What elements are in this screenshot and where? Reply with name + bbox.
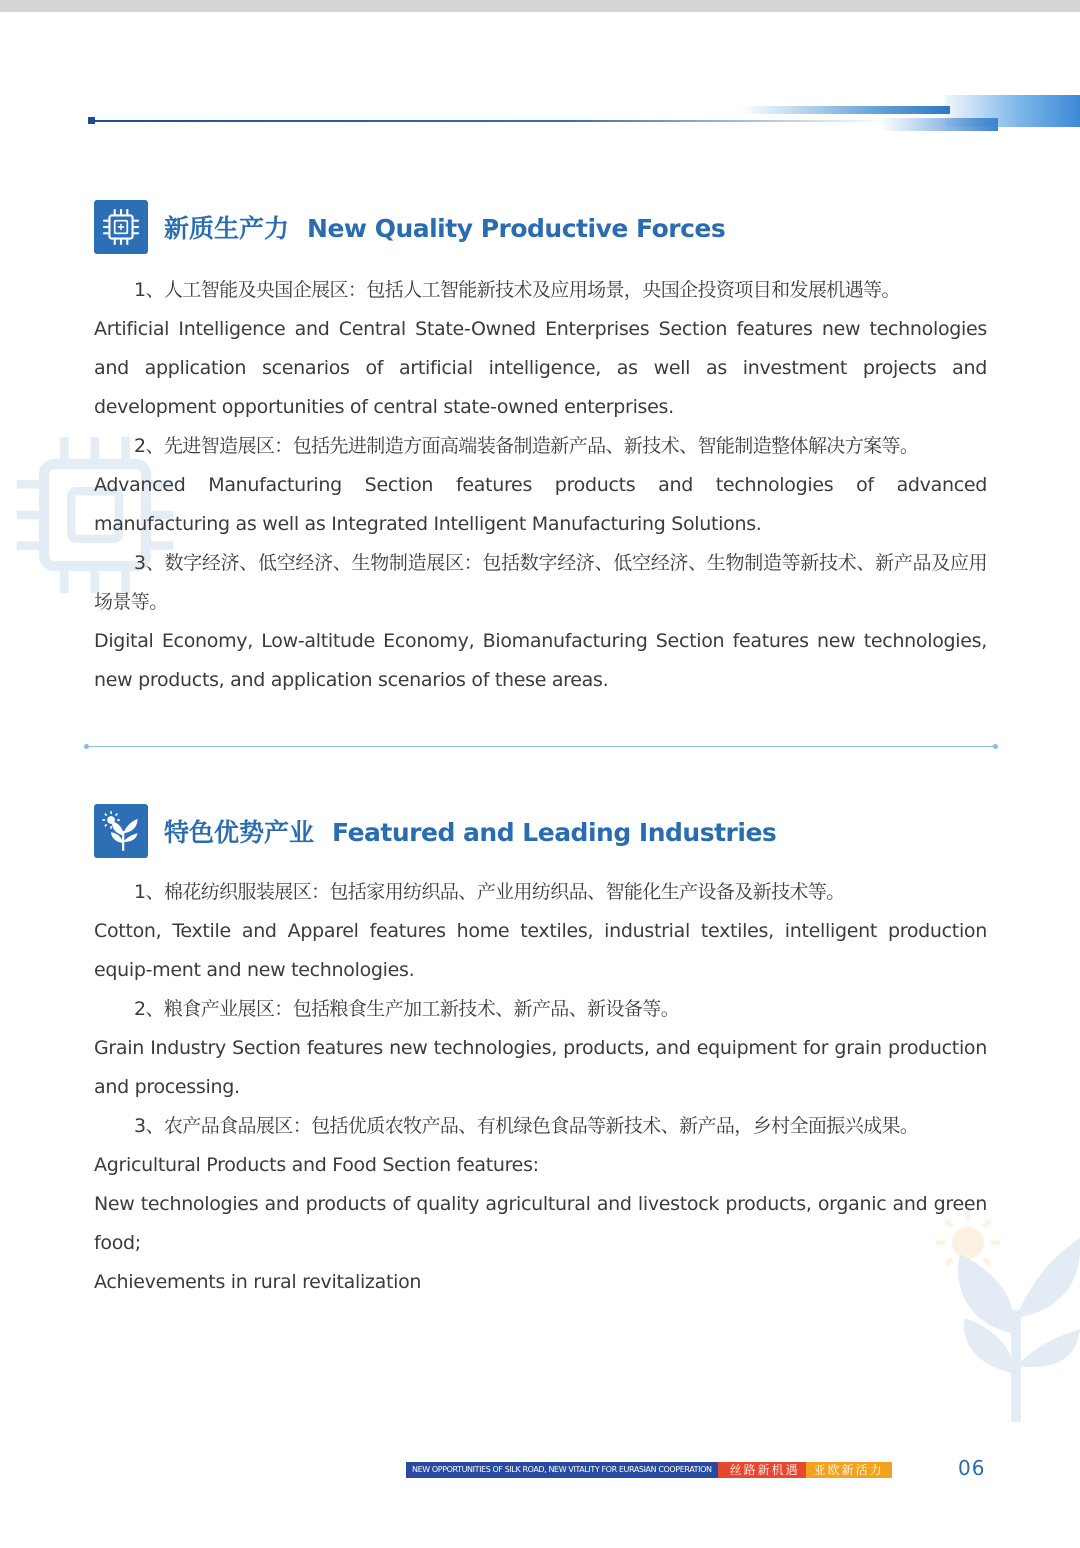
section1-title-en: New Quality Productive Forces	[307, 214, 726, 243]
section1-item2-en: Advanced Manufacturing Section features products and technologies of advanced manufacturing as well as Integrated Intelligent Manufacturing Solutions.	[94, 474, 987, 535]
header-decor-stripe	[740, 106, 950, 114]
section1-body	[94, 271, 987, 700]
section2-title	[164, 813, 776, 849]
footer-slogan-zh-a: 丝路新机遇	[729, 1463, 800, 1477]
section1-header	[94, 200, 725, 254]
section2-item3-en-intro: Agricultural Products and Food Section features:	[94, 1154, 539, 1176]
plant-sun-icon	[94, 804, 148, 858]
section2-item3-en-achievements: Achievements in rural revitalization	[94, 1271, 422, 1293]
section1-title	[164, 209, 725, 245]
section2-header	[94, 804, 776, 858]
footer-slogan-en: NEW OPPORTUNITIES OF SILK ROAD, NEW VITALITY FOR EURASIAN COOPERATION	[406, 1462, 718, 1478]
divider-dot-left	[84, 744, 89, 749]
header-decor-stripe-lower	[880, 118, 998, 131]
top-gray-bar	[0, 0, 1080, 12]
divider-dot-right	[993, 744, 998, 749]
section1-item3-en: Digital Economy, Low-altitude Economy, Biomanufacturing Section features new technologies, new products, and application scenarios of these areas.	[94, 630, 987, 691]
header-rule	[90, 120, 890, 122]
section2-body	[94, 873, 987, 1302]
section2-item2-en: Grain Industry Section features new technologies, products, and equipment for grain production and processing.	[94, 1037, 987, 1098]
section1-item2-zh: 2、先进智造展区：包括先进制造方面高端装备制造新产品、新技术、智能制造整体解决方案等。	[134, 435, 919, 457]
section1-item1-zh: 1、人工智能及央国企展区：包括人工智能新技术及应用场景，央国企投资项目和发展机遇等。	[134, 279, 900, 301]
section2-title-en: Featured and Leading Industries	[332, 818, 777, 847]
footer-slogan-bar	[406, 1462, 892, 1478]
section-divider	[86, 746, 996, 747]
footer-slogan-zh-b: 亚欧新活力	[806, 1462, 892, 1478]
section2-item1-en: Cotton, Textile and Apparel features home textiles, industrial textiles, intelligent production equip-ment and new technologies.	[94, 920, 987, 981]
header-rule-dot	[88, 117, 95, 124]
section2-item3-zh: 3、农产品食品展区：包括优质农牧产品、有机绿色食品等新技术、新产品，乡村全面振兴成果。	[134, 1115, 919, 1137]
footer-slogan-zh	[718, 1462, 892, 1478]
section2-item3-en-products: New technologies and products of quality agricultural and livestock products, organic and green food;	[94, 1193, 987, 1254]
chip-icon	[94, 200, 148, 254]
section1-item1-en: Artificial Intelligence and Central State-Owned Enterprises Section features new technologies and application scenarios of artificial intelligence, as well as investment projects and development opportunities of central state-owned enterprises.	[94, 318, 987, 418]
section2-item1-zh: 1、棉花纺织服装展区：包括家用纺织品、产业用纺织品、智能化生产设备及新技术等。	[134, 881, 845, 903]
page-number: 06	[958, 1456, 986, 1480]
section2-title-zh: 特色优势产业	[164, 818, 315, 847]
section1-item3-zh: 3、数字经济、低空经济、生物制造展区：包括数字经济、低空经济、生物制造等新技术、新产品及应用场景等。	[94, 552, 987, 613]
section1-title-zh: 新质生产力	[164, 214, 290, 243]
section2-item2-zh: 2、粮食产业展区：包括粮食生产加工新技术、新产品、新设备等。	[134, 998, 680, 1020]
